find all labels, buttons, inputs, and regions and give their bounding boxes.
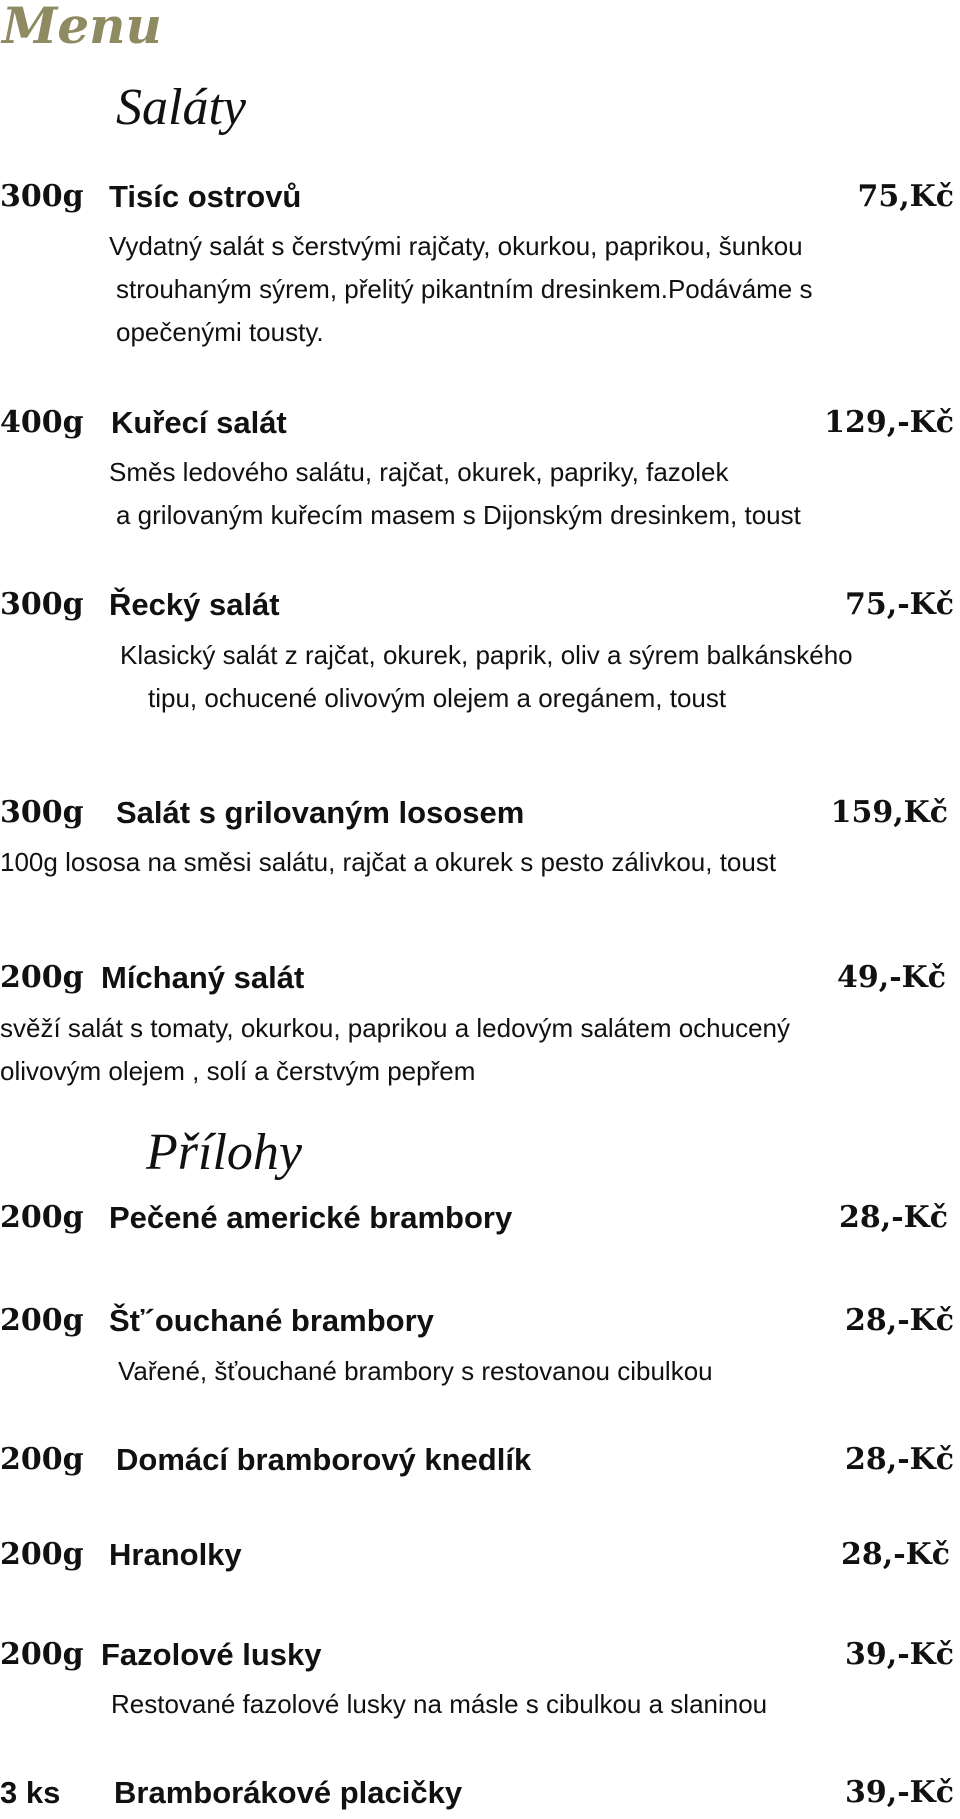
item-description-line: svěží salát s tomaty, okurkou, paprikou a ledovým salátem ochucený — [0, 1013, 791, 1043]
section-title-prilohy: Přílohy — [146, 1124, 302, 1181]
item-price: 129,-Kč — [824, 405, 954, 440]
item-price: 49,-Kč — [837, 960, 946, 995]
item-description-line: Vařené, šťouchané brambory s restovanou cibulkou — [118, 1356, 713, 1386]
item-weight: 200g — [0, 1303, 84, 1338]
item-weight: 200g — [0, 1200, 84, 1235]
item-description-line: strouhaným sýrem, přelitý pikantním dresinkem.Podáváme s — [116, 274, 813, 304]
item-name: Domácí bramborový knedlík — [116, 1442, 532, 1477]
item-weight: 3 ks — [0, 1775, 61, 1810]
item-name: Salát s grilovaným lososem — [116, 795, 525, 830]
item-name: Tisíc ostrovů — [109, 179, 302, 214]
item-weight: 300g — [0, 179, 84, 214]
item-description-line: a grilovaným kuřecím masem s Dijonským dresinkem, toust — [116, 500, 801, 530]
item-price: 28,-Kč — [839, 1200, 948, 1235]
item-description-line: Restované fazolové lusky na másle s cibulkou a slaninou — [111, 1689, 768, 1719]
item-weight: 300g — [0, 587, 84, 622]
item-price: 75,-Kč — [845, 587, 954, 622]
item-description-line: olivovým olejem , solí a čerstvým pepřem — [0, 1056, 476, 1086]
item-description-line: tipu, ochucené olivovým olejem a oregánem, toust — [148, 683, 727, 713]
item-weight: 200g — [0, 1442, 84, 1477]
item-name: Fazolové lusky — [101, 1637, 322, 1672]
item-weight: 300g — [0, 795, 84, 830]
item-description-line: Klasický salát z rajčat, okurek, paprik, oliv a sýrem balkánského — [120, 640, 853, 670]
item-description-line: Směs ledového salátu, rajčat, okurek, papriky, fazolek — [109, 457, 729, 487]
item-name: Šť´ouchané brambory — [109, 1303, 434, 1338]
item-price: 39,-Kč — [845, 1775, 954, 1810]
item-weight: 200g — [0, 960, 84, 995]
item-weight: 400g — [0, 405, 84, 440]
item-price: 28,-Kč — [845, 1303, 954, 1338]
menu-logo: Menu — [2, 0, 162, 55]
item-name: Pečené americké brambory — [109, 1200, 513, 1235]
item-price: 28,-Kč — [845, 1442, 954, 1477]
item-description-line: 100g lososa na směsi salátu, rajčat a okurek s pesto zálivkou, toust — [0, 847, 777, 877]
item-description-line: opečenými tousty. — [116, 317, 324, 347]
item-price: 75,Kč — [857, 179, 954, 214]
item-name: Hranolky — [109, 1537, 242, 1572]
item-price: 28,-Kč — [841, 1537, 950, 1572]
item-weight: 200g — [0, 1637, 84, 1672]
item-name: Řecký salát — [109, 587, 280, 622]
item-description-line: Vydatný salát s čerstvými rajčaty, okurkou, paprikou, šunkou — [109, 231, 803, 261]
section-title-salaty: Saláty — [116, 79, 246, 136]
item-price: 39,-Kč — [845, 1637, 954, 1672]
item-name: Bramborákové placičky — [114, 1775, 463, 1810]
item-name: Kuřecí salát — [111, 405, 287, 440]
item-name: Míchaný salát — [101, 960, 305, 995]
item-weight: 200g — [0, 1537, 84, 1572]
item-price: 159,Kč — [830, 795, 948, 830]
